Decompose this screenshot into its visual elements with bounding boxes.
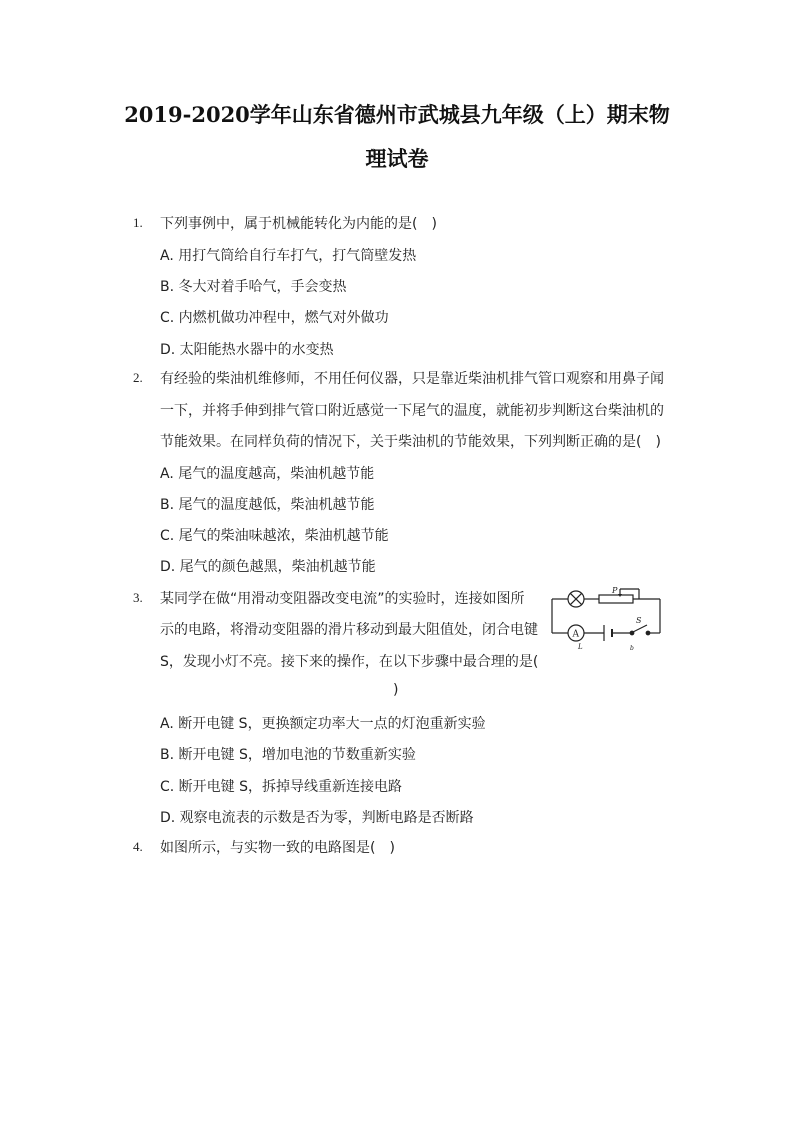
question-2-option-a: A. 尾气的温度越高，柴油机越节能: [160, 466, 375, 482]
question-3-option-b: B. 断开电键 S，增加电池的节数重新实验: [160, 747, 416, 763]
question-2-option-d: D. 尾气的颜色越黑，柴油机越节能: [160, 559, 376, 575]
question-2-stem-line1: 有经验的柴油机维修师，不用任何仪器，只是靠近柴油机排气管口观察和用鼻子闻: [160, 371, 664, 387]
question-3-stem-line3: S，发现小灯不亮。接下来的操作，在以下步骤中最合理的是(: [160, 654, 539, 670]
question-3-option-d: D. 观察电流表的示数是否为零，判断电路是否断路: [160, 810, 474, 826]
question-3-number: 3.: [133, 590, 143, 605]
question-1-option-a: A. 用打气筒给自行车打气，打气筒壁发热: [160, 248, 417, 264]
question-1-option-c: C. 内燃机做功冲程中，燃气对外做功: [160, 310, 389, 326]
question-4-number: 4.: [133, 839, 143, 854]
label-s: S: [636, 616, 642, 625]
label-p: P: [612, 587, 618, 595]
question-3-stem-line1: 某同学在做“用滑动变阻器改变电流”的实验时，连接如图所: [160, 591, 525, 607]
question-1-option-b: B. 冬大对着手哈气，手会变热: [160, 279, 347, 295]
question-2-stem-line2: 一下，并将手伸到排气管口附近感觉一下尾气的温度，就能初步判断这台柴油机的: [160, 403, 664, 419]
question-1-number: 1.: [133, 215, 143, 230]
question-4-stem: 如图所示，与实物一致的电路图是( ): [160, 840, 395, 856]
question-2-option-c: C. 尾气的柴油味越浓，柴油机越节能: [160, 528, 389, 544]
question-2-stem-line3: 节能效果。在同样负荷的情况下，关于柴油机的节能效果，下列判断正确的是( ): [160, 434, 661, 450]
label-b: b: [630, 645, 634, 651]
question-2-option-b: B. 尾气的温度越低，柴油机越节能: [160, 497, 375, 513]
rheostat-icon: [599, 595, 633, 603]
question-3-stem-line2: 示的电路，将滑动变阻器的滑片移动到最大阻值处，闭合电键: [160, 622, 538, 638]
circuit-diagram: [548, 587, 664, 651]
question-3-option-c: C. 断开电键 S，拆掉导线重新连接电路: [160, 779, 403, 795]
page-title-line1: 2019-2020学年山东省德州市武城县九年级（上）期末物: [124, 102, 670, 127]
question-3-stem-line4: ): [393, 682, 399, 698]
question-2-number: 2.: [133, 370, 143, 385]
label-l: L: [578, 643, 583, 651]
question-3-option-a: A. 断开电键 S，更换额定功率大一点的灯泡重新实验: [160, 716, 486, 732]
question-1-option-d: D. 太阳能热水器中的水变热: [160, 342, 334, 358]
label-a: A: [572, 629, 579, 640]
question-1-stem: 下列事例中，属于机械能转化为内能的是( ): [160, 216, 437, 232]
page-title-line2: 理试卷: [365, 146, 429, 171]
